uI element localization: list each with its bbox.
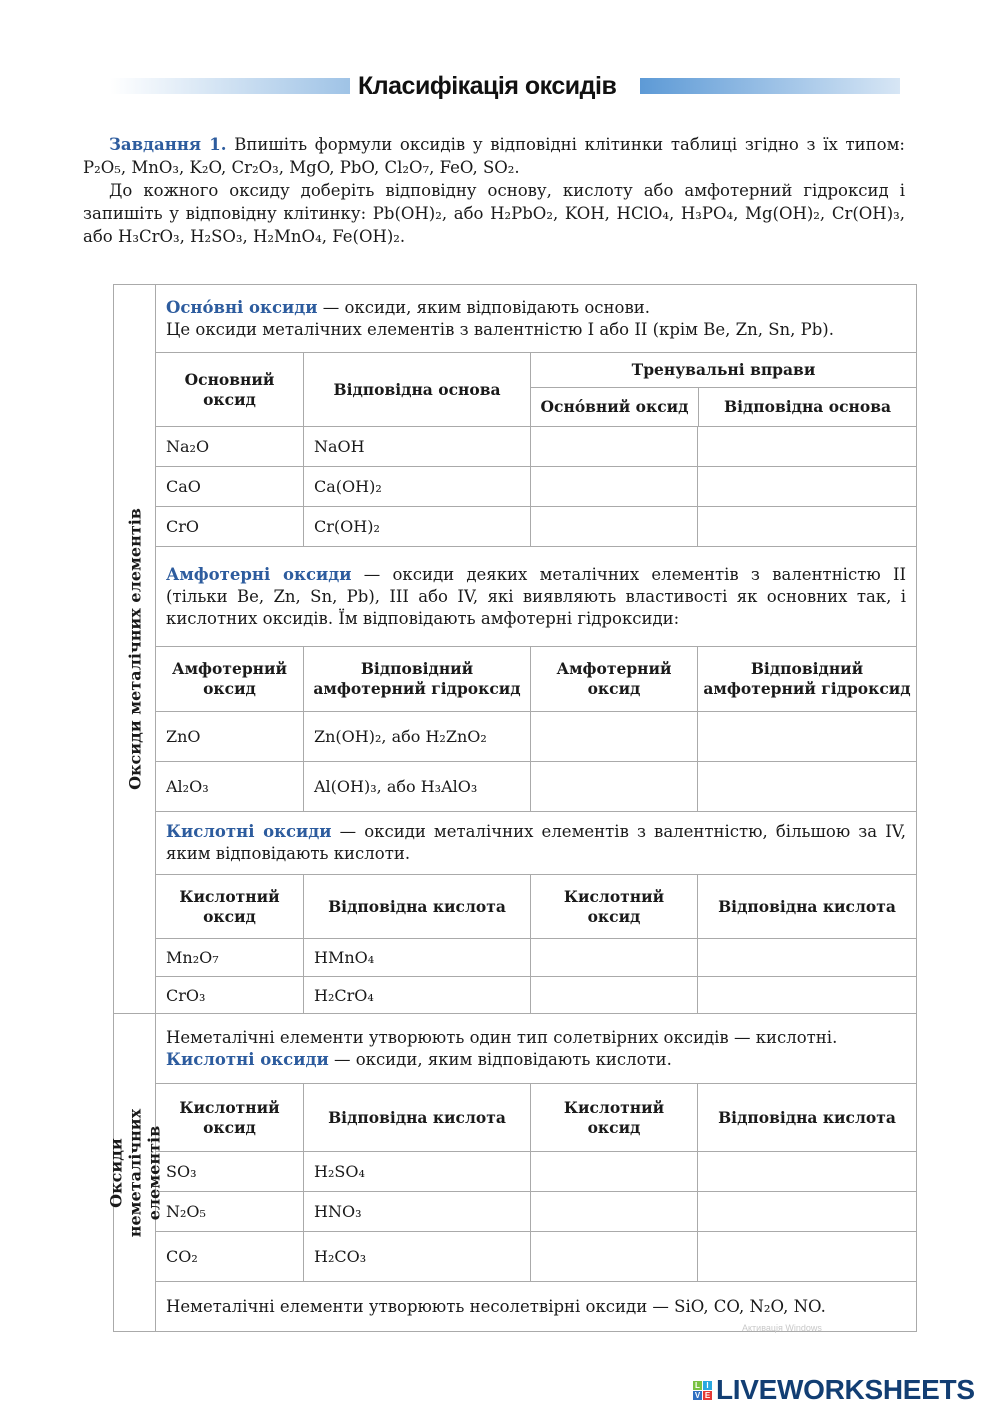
acid-cell: H₂CO₃ <box>304 1232 531 1282</box>
header-practice-acid: Відповідна кислота <box>698 1084 917 1152</box>
acid-metal-intro <box>156 812 917 875</box>
logo-letter: E <box>704 1390 711 1400</box>
practice-acid-input[interactable] <box>698 948 916 967</box>
basic-term: Осно́вні оксиди <box>166 297 318 317</box>
task-line-2: До кожного оксиду доберіть відповідну основу, кислоту або амфотерний гідроксид і запишіть у відповідну клітинку: Pb(OH)₂, або H₂PbO₂, KOH, HClO₄, H₃PO₄, Mg(OH)₂, Cr(OH)₃, або H₃CrO₃, H₂SO₃, H₂MnO₄, Fe(OH)₂. <box>83 181 905 246</box>
windows-watermark: Активація Windows <box>742 1323 822 1333</box>
header-acid: Відповідна кислота <box>304 875 531 939</box>
practice-acid-input[interactable] <box>698 1162 916 1181</box>
basic-def: — оксиди, яким відповідають основи. <box>317 297 650 317</box>
header-practice-acid-oxide: Кислотний оксид <box>531 1084 698 1152</box>
practice-oxide-input[interactable] <box>531 986 697 1005</box>
base-cell: NaOH <box>304 427 531 467</box>
oxide-cell: ZnO <box>156 712 304 762</box>
practice-oxide-input[interactable] <box>531 1202 697 1221</box>
header-acid-oxide: Кислотний оксид <box>156 875 304 939</box>
page-title: Класифікація оксидів <box>358 72 617 100</box>
base-cell: Cr(OH)₂ <box>304 507 531 547</box>
practice-oxide-input[interactable] <box>531 1247 697 1266</box>
header-practice-amph-oxide: Амфотерний оксид <box>531 647 698 712</box>
nonmetal-intro-text: Неметалічні елементи утворюють один тип солетвірних оксидів — кислотні. <box>166 1027 838 1047</box>
header-basic-oxide: Основний оксид <box>156 353 304 427</box>
oxide-cell: Na₂O <box>156 427 304 467</box>
side-label-line: елементів <box>144 1125 163 1220</box>
practice-acid-input[interactable] <box>698 1247 916 1266</box>
header-base: Відповідна основа <box>304 353 531 427</box>
practice-oxide-input[interactable] <box>531 437 697 456</box>
side-label-metal <box>114 285 156 1014</box>
oxides-table <box>106 284 917 1332</box>
oxide-cell: CrO <box>156 507 304 547</box>
header-amph-oxide: Амфотерний оксид <box>156 647 304 712</box>
basic-intro <box>156 285 917 353</box>
table-row <box>114 467 917 507</box>
acid-cell: HMnO₄ <box>304 939 531 977</box>
practice-oxide-input[interactable] <box>531 477 697 496</box>
basic-def2: Це оксиди металічних елементів з валентністю I або II (крім Be, Zn, Sn, Pb). <box>166 319 834 339</box>
task-description <box>83 133 905 248</box>
practice-base-input[interactable] <box>698 437 916 456</box>
header-amph-hydroxide: Відповідний амфотерний гідроксид <box>304 647 531 712</box>
oxide-cell: CaO <box>156 467 304 507</box>
oxide-cell: CO₂ <box>156 1232 304 1282</box>
practice-oxide-input[interactable] <box>531 517 697 536</box>
title-bar-left <box>110 78 350 94</box>
table-row <box>114 1152 917 1192</box>
header-practice-acid: Відповідна кислота <box>698 875 917 939</box>
practice-label: Тренувальні вправи <box>531 353 916 388</box>
logo-letter: V <box>694 1390 701 1400</box>
acid-nonmetal-term: Кислотні оксиди <box>166 1049 329 1069</box>
acid-nonmetal-intro <box>156 1014 917 1084</box>
acid-cell: H₂SO₄ <box>304 1152 531 1192</box>
acid-cell: H₂CrO₄ <box>304 977 531 1014</box>
table-row <box>114 762 917 812</box>
practice-acid-input[interactable] <box>698 986 916 1005</box>
header-practice-base: Відповідна основа <box>723 397 892 416</box>
table-row <box>114 427 917 467</box>
title-banner <box>110 70 910 110</box>
liveworksheets-logo <box>693 1374 975 1406</box>
table-row <box>114 939 917 977</box>
acid-metal-term: Кислотні оксиди <box>166 822 332 841</box>
practice-acid-input[interactable] <box>698 1202 916 1221</box>
practice-base-input[interactable] <box>698 477 916 496</box>
hydroxide-cell: Zn(OH)₂, або H₂ZnO₂ <box>304 712 531 762</box>
side-label-metal-text: Оксиди металічних елементів <box>125 508 144 790</box>
header-practice <box>531 353 917 427</box>
table-row <box>114 1192 917 1232</box>
header-practice-amph-hydroxide: Відповідний амфотерний гідроксид <box>698 647 917 712</box>
oxide-cell: Al₂O₃ <box>156 762 304 812</box>
practice-base-input[interactable] <box>698 517 916 536</box>
side-label-line: Оксиди <box>106 1137 125 1208</box>
amph-intro <box>156 547 917 647</box>
amph-def: — оксиди деяких металічних елементів з валентністю II (тільки Be, Zn, Sn, Pb), III або IV, які виявляють властивості як основних так, і кислотних оксидів. Їм відповідають амфотерні гідроксиди: <box>166 564 906 628</box>
table-row <box>114 1232 917 1282</box>
oxide-cell: CrO₃ <box>156 977 304 1014</box>
base-cell: Ca(OH)₂ <box>304 467 531 507</box>
side-label-nonmetal-text <box>106 1108 163 1236</box>
logo-letter: I <box>703 1381 712 1390</box>
practice-oxide-input[interactable] <box>531 777 697 796</box>
acid-metal-def: — оксиди металічних елементів з валентністю, більшою за IV, яким відповідають кислоти. <box>166 822 906 863</box>
footer-note: Неметалічні елементи утворюють несолетвірні оксиди — SiO, CO, N₂O, NO. <box>156 1282 917 1332</box>
task-label: Завдання 1. <box>109 135 227 154</box>
practice-oxide-input[interactable] <box>531 1162 697 1181</box>
header-practice-oxide: Осно́вний оксид <box>531 388 699 426</box>
header-acid: Відповідна кислота <box>304 1084 531 1152</box>
practice-oxide-input[interactable] <box>531 727 697 746</box>
header-acid-oxide: Кислотний оксид <box>156 1084 304 1152</box>
logo-icon <box>693 1381 712 1400</box>
header-practice-acid-oxide: Кислотний оксид <box>531 875 698 939</box>
task-line-1: Впишіть формули оксидів у відповідні клітинки таблиці згідно з їх типом: P₂O₅, MnO₃, K₂O, Cr₂O₃, MgO, PbO, Cl₂O₇, FeO, SO₂. <box>83 135 905 177</box>
table-row <box>114 507 917 547</box>
amph-term: Амфотерні оксиди <box>166 564 352 584</box>
practice-oxide-input[interactable] <box>531 948 697 967</box>
oxide-cell: N₂O₅ <box>156 1192 304 1232</box>
logo-letter: L <box>693 1381 702 1390</box>
table-row <box>114 977 917 1014</box>
hydroxide-cell: Al(OH)₃, або H₃AlO₃ <box>304 762 531 812</box>
acid-cell: HNO₃ <box>304 1192 531 1232</box>
practice-hydroxide-input[interactable] <box>698 727 916 746</box>
table-row <box>114 712 917 762</box>
side-label-line: неметалічних <box>125 1108 144 1237</box>
title-bar-right <box>640 78 900 94</box>
oxide-cell: Mn₂O₇ <box>156 939 304 977</box>
logo-text: LIVEWORKSHEETS <box>716 1374 975 1405</box>
side-label-nonmetal <box>106 1014 163 1332</box>
oxide-cell: SO₃ <box>156 1152 304 1192</box>
acid-nonmetal-def: — оксиди, яким відповідають кислоти. <box>328 1049 672 1069</box>
practice-hydroxide-input[interactable] <box>698 777 916 796</box>
